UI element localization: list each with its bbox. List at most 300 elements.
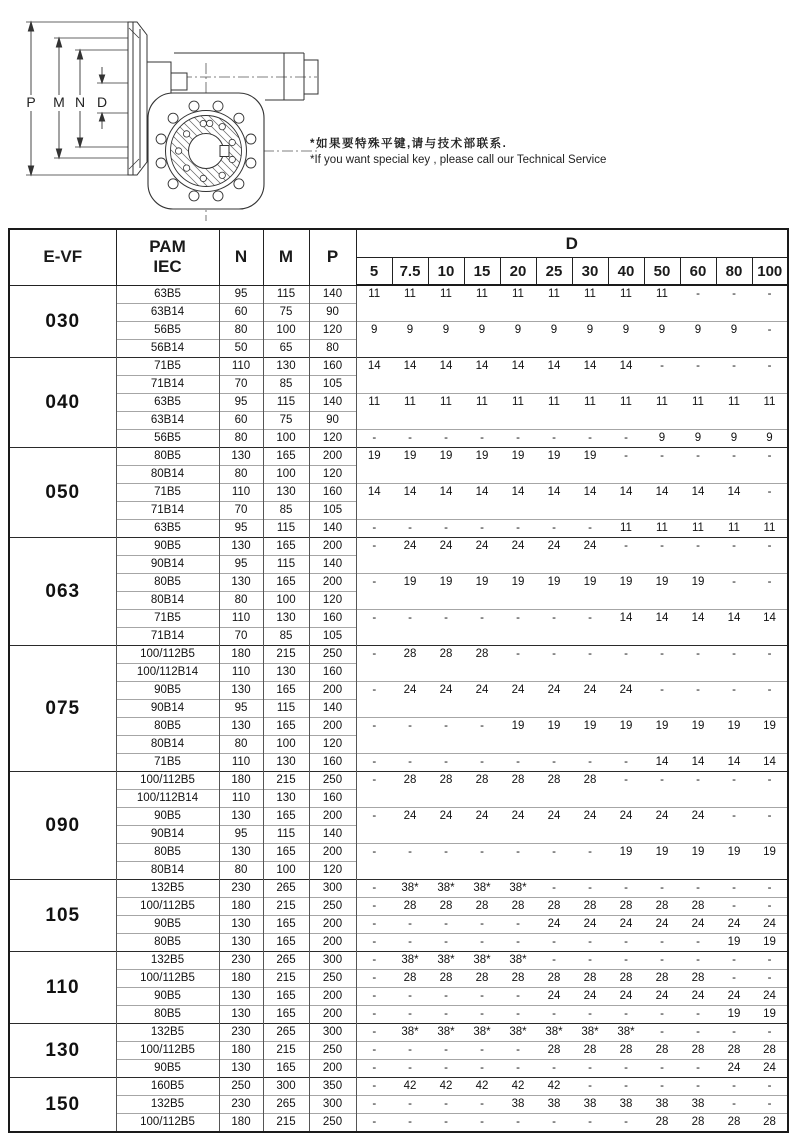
p-cell: 250	[309, 897, 356, 915]
table-row	[9, 951, 788, 969]
n-cell: 130	[219, 573, 263, 591]
d-value-cell: -	[716, 681, 752, 717]
d-value-cell: 11	[428, 393, 464, 429]
d-value-cell: 28	[500, 969, 536, 987]
d-value-cell: -	[500, 753, 536, 771]
d-value-cell: -	[680, 1023, 716, 1041]
d-value-cell: 28	[428, 645, 464, 681]
d-value-cell: 11	[464, 285, 500, 321]
d-value-cell: 28	[608, 969, 644, 987]
d-value-cell: -	[464, 519, 500, 537]
d-value-cell: 38*	[500, 879, 536, 897]
m-cell: 130	[263, 663, 309, 681]
n-cell: 50	[219, 339, 263, 357]
d-value-cell: -	[644, 1005, 680, 1023]
n-cell: 130	[219, 987, 263, 1005]
header-n: N	[219, 229, 263, 285]
m-cell: 215	[263, 1113, 309, 1132]
m-cell: 130	[263, 789, 309, 807]
header-d-100: 100	[752, 258, 788, 286]
d-value-cell: -	[464, 1041, 500, 1059]
p-cell: 200	[309, 987, 356, 1005]
iec-cell: 90B5	[116, 537, 219, 555]
d-value-cell: 11	[392, 285, 428, 321]
iec-cell: 80B5	[116, 1005, 219, 1023]
d-value-cell: -	[392, 1095, 428, 1113]
d-value-cell: -	[392, 933, 428, 951]
p-cell: 300	[309, 1023, 356, 1041]
d-value-cell: -	[752, 1077, 788, 1095]
p-cell: 105	[309, 375, 356, 393]
d-value-cell: -	[428, 519, 464, 537]
p-cell: 120	[309, 429, 356, 447]
d-value-cell: 38	[572, 1095, 608, 1113]
d-value-cell: 28	[464, 645, 500, 681]
p-cell: 200	[309, 933, 356, 951]
p-cell: 200	[309, 537, 356, 555]
p-cell: 200	[309, 915, 356, 933]
d-value-cell: -	[716, 807, 752, 843]
d-value-cell: -	[716, 879, 752, 897]
d-value-cell: 24	[392, 807, 428, 843]
d-value-cell: -	[500, 1005, 536, 1023]
d-value-cell: -	[392, 987, 428, 1005]
top-section	[0, 0, 800, 228]
d-value-cell: 14	[572, 357, 608, 393]
d-value-cell: 24	[500, 537, 536, 573]
d-value-cell: 19	[752, 933, 788, 951]
p-cell: 90	[309, 303, 356, 321]
d-value-cell: 11	[608, 393, 644, 429]
d-value-cell: 28	[572, 897, 608, 915]
p-cell: 90	[309, 411, 356, 429]
d-value-cell: 11	[752, 393, 788, 429]
header-pam: PAM	[149, 236, 186, 256]
d-value-cell: -	[752, 447, 788, 483]
d-value-cell: -	[752, 285, 788, 321]
table-row	[9, 393, 788, 411]
d-value-cell: 11	[644, 393, 680, 429]
m-cell: 165	[263, 987, 309, 1005]
size-label: 090	[9, 771, 116, 879]
d-value-cell: 19	[392, 447, 428, 483]
d-value-cell: 14	[428, 483, 464, 519]
d-value-cell: 24	[500, 681, 536, 717]
iec-cell: 71B5	[116, 753, 219, 771]
d-value-cell: -	[356, 807, 392, 843]
d-value-cell: 38*	[428, 1023, 464, 1041]
p-cell: 160	[309, 789, 356, 807]
header-d-80: 80	[716, 258, 752, 286]
d-value-cell: -	[428, 1005, 464, 1023]
d-value-cell: -	[500, 933, 536, 951]
table-row	[9, 897, 788, 915]
d-value-cell: -	[428, 933, 464, 951]
m-cell: 165	[263, 1059, 309, 1077]
p-cell: 120	[309, 591, 356, 609]
d-value-cell: -	[608, 951, 644, 969]
m-cell: 115	[263, 519, 309, 537]
d-value-cell: 11	[428, 285, 464, 321]
p-cell: 105	[309, 501, 356, 519]
p-cell: 160	[309, 609, 356, 627]
iec-cell: 71B5	[116, 483, 219, 501]
n-cell: 230	[219, 879, 263, 897]
d-value-cell: 11	[572, 393, 608, 429]
d-value-cell: 11	[608, 285, 644, 321]
p-cell: 300	[309, 951, 356, 969]
d-value-cell: 14	[392, 483, 428, 519]
p-cell: 200	[309, 447, 356, 465]
d-value-cell: -	[428, 1113, 464, 1132]
dimension-table	[8, 228, 789, 1133]
d-value-cell: -	[428, 1059, 464, 1077]
m-cell: 100	[263, 735, 309, 753]
d-value-cell: -	[356, 771, 392, 807]
d-value-cell: 14	[644, 609, 680, 645]
n-cell: 80	[219, 465, 263, 483]
m-cell: 85	[263, 375, 309, 393]
n-cell: 130	[219, 1005, 263, 1023]
iec-cell: 80B14	[116, 591, 219, 609]
d-value-cell: -	[716, 447, 752, 483]
d-value-cell: 42	[500, 1077, 536, 1095]
d-value-cell: -	[356, 897, 392, 915]
iec-cell: 80B5	[116, 573, 219, 591]
iec-cell: 90B5	[116, 1059, 219, 1077]
dim-label-d: D	[96, 94, 108, 110]
d-value-cell: -	[536, 429, 572, 447]
d-value-cell: 11	[680, 519, 716, 537]
d-value-cell: -	[644, 447, 680, 483]
d-value-cell: 24	[716, 915, 752, 933]
header-p: P	[309, 229, 356, 285]
table-row	[9, 987, 788, 1005]
n-cell: 80	[219, 429, 263, 447]
d-value-cell: 19	[608, 717, 644, 753]
iec-cell: 132B5	[116, 951, 219, 969]
d-value-cell: 24	[644, 915, 680, 933]
d-value-cell: 38*	[500, 951, 536, 969]
d-value-cell: 19	[428, 573, 464, 609]
iec-cell: 63B14	[116, 303, 219, 321]
p-cell: 300	[309, 1095, 356, 1113]
iec-cell: 160B5	[116, 1077, 219, 1095]
table-row	[9, 1095, 788, 1113]
table-row	[9, 753, 788, 771]
m-cell: 165	[263, 807, 309, 825]
d-value-cell: 19	[716, 933, 752, 951]
d-value-cell: 19	[644, 843, 680, 879]
d-value-cell: -	[500, 645, 536, 681]
d-value-cell: 19	[572, 717, 608, 753]
d-value-cell: 28	[680, 1113, 716, 1132]
d-value-cell: -	[536, 951, 572, 969]
d-value-cell: 11	[464, 393, 500, 429]
d-value-cell: -	[464, 1059, 500, 1077]
iec-cell: 80B14	[116, 861, 219, 879]
d-value-cell: -	[716, 1077, 752, 1095]
p-cell: 140	[309, 699, 356, 717]
d-value-cell: 28	[644, 1113, 680, 1132]
m-cell: 115	[263, 393, 309, 411]
special-key-note	[310, 136, 606, 168]
d-value-cell: 38*	[392, 879, 428, 897]
d-value-cell: 11	[536, 393, 572, 429]
d-value-cell: -	[464, 717, 500, 753]
d-value-cell: 38*	[572, 1023, 608, 1041]
d-value-cell: 28	[644, 897, 680, 915]
d-value-cell: 42	[428, 1077, 464, 1095]
d-value-cell: 28	[572, 1041, 608, 1059]
n-cell: 180	[219, 1041, 263, 1059]
d-value-cell: -	[356, 1059, 392, 1077]
d-value-cell: 24	[536, 915, 572, 933]
d-value-cell: -	[752, 1023, 788, 1041]
d-value-cell: 14	[356, 357, 392, 393]
d-value-cell: -	[392, 519, 428, 537]
d-value-cell: 24	[392, 681, 428, 717]
d-value-cell: -	[536, 1005, 572, 1023]
d-value-cell: -	[716, 771, 752, 807]
d-value-cell: -	[644, 1023, 680, 1041]
m-cell: 100	[263, 465, 309, 483]
size-label: 110	[9, 951, 116, 1023]
d-value-cell: 38	[536, 1095, 572, 1113]
table-row	[9, 357, 788, 375]
d-value-cell: 9	[500, 321, 536, 357]
iec-cell: 100/112B5	[116, 969, 219, 987]
d-value-cell: 14	[716, 609, 752, 645]
d-value-cell: -	[716, 573, 752, 609]
table-row	[9, 1059, 788, 1077]
size-label: 063	[9, 537, 116, 645]
d-value-cell: 14	[608, 357, 644, 393]
d-value-cell: 28	[392, 771, 428, 807]
d-value-cell: -	[608, 447, 644, 483]
iec-cell: 80B5	[116, 447, 219, 465]
n-cell: 95	[219, 393, 263, 411]
d-value-cell: -	[716, 645, 752, 681]
iec-cell: 80B5	[116, 843, 219, 861]
header-d-7.5: 7.5	[392, 258, 428, 286]
d-value-cell: -	[356, 969, 392, 987]
n-cell: 110	[219, 483, 263, 501]
m-cell: 130	[263, 357, 309, 375]
m-cell: 215	[263, 771, 309, 789]
d-value-cell: -	[644, 1077, 680, 1095]
d-value-cell: 24	[572, 807, 608, 843]
header-evf: E-VF	[9, 229, 116, 285]
d-value-cell: 24	[716, 987, 752, 1005]
m-cell: 130	[263, 609, 309, 627]
d-value-cell: 11	[572, 285, 608, 321]
d-value-cell: -	[356, 1023, 392, 1041]
d-value-cell: -	[428, 987, 464, 1005]
d-value-cell: 14	[428, 357, 464, 393]
table-row	[9, 645, 788, 663]
d-value-cell: 24	[464, 807, 500, 843]
d-value-cell: 11	[752, 519, 788, 537]
d-value-cell: -	[464, 1113, 500, 1132]
d-value-cell: -	[428, 915, 464, 933]
d-value-cell: -	[572, 429, 608, 447]
d-value-cell: -	[644, 933, 680, 951]
d-value-cell: -	[464, 987, 500, 1005]
m-cell: 265	[263, 879, 309, 897]
d-value-cell: -	[464, 933, 500, 951]
iec-cell: 80B5	[116, 717, 219, 735]
d-value-cell: 28	[752, 1041, 788, 1059]
d-value-cell: 24	[680, 915, 716, 933]
d-value-cell: -	[428, 843, 464, 879]
d-value-cell: -	[464, 915, 500, 933]
d-value-cell: 14	[464, 357, 500, 393]
d-value-cell: 28	[716, 1041, 752, 1059]
iec-cell: 56B5	[116, 321, 219, 339]
d-value-cell: -	[500, 915, 536, 933]
n-cell: 95	[219, 555, 263, 573]
iec-cell: 63B5	[116, 285, 219, 303]
d-value-cell: -	[572, 843, 608, 879]
size-label: 130	[9, 1023, 116, 1077]
table-row	[9, 483, 788, 501]
d-value-cell: -	[392, 915, 428, 933]
p-cell: 120	[309, 321, 356, 339]
d-value-cell: -	[572, 1077, 608, 1095]
d-value-cell: 38*	[428, 879, 464, 897]
iec-cell: 100/112B5	[116, 897, 219, 915]
d-value-cell: -	[392, 1059, 428, 1077]
note-line-english: *If you want special key , please call our Technical Service	[310, 154, 607, 166]
d-value-cell: 28	[608, 1041, 644, 1059]
d-value-cell: 14	[500, 357, 536, 393]
d-value-cell: 19	[644, 717, 680, 753]
n-cell: 230	[219, 951, 263, 969]
m-cell: 65	[263, 339, 309, 357]
d-value-cell: -	[428, 1041, 464, 1059]
d-value-cell: -	[680, 1005, 716, 1023]
size-label: 030	[9, 285, 116, 357]
d-value-cell: -	[392, 429, 428, 447]
d-value-cell: 24	[752, 915, 788, 933]
d-value-cell: 24	[500, 807, 536, 843]
iec-cell: 90B5	[116, 807, 219, 825]
d-value-cell: -	[356, 1077, 392, 1095]
n-cell: 230	[219, 1023, 263, 1041]
p-cell: 350	[309, 1077, 356, 1095]
d-value-cell: -	[716, 1023, 752, 1041]
d-value-cell: -	[428, 1095, 464, 1113]
d-value-cell: 14	[644, 483, 680, 519]
d-value-cell: 9	[716, 321, 752, 357]
d-value-cell: 24	[428, 681, 464, 717]
d-value-cell: -	[500, 843, 536, 879]
d-value-cell: -	[752, 321, 788, 357]
d-value-cell: 38*	[536, 1023, 572, 1041]
d-value-cell: 19	[608, 573, 644, 609]
dim-label-n: N	[74, 94, 86, 110]
header-pam-iec	[116, 229, 219, 285]
d-value-cell: 24	[536, 537, 572, 573]
m-cell: 100	[263, 591, 309, 609]
m-cell: 100	[263, 861, 309, 879]
table-row	[9, 609, 788, 627]
table-row	[9, 429, 788, 447]
d-value-cell: 14	[572, 483, 608, 519]
d-value-cell: 11	[608, 519, 644, 537]
table-body	[9, 285, 788, 1132]
d-value-cell: -	[680, 933, 716, 951]
iec-cell: 90B5	[116, 915, 219, 933]
d-value-cell: 19	[356, 447, 392, 483]
p-cell: 120	[309, 465, 356, 483]
p-cell: 80	[309, 339, 356, 357]
iec-cell: 80B14	[116, 735, 219, 753]
d-value-cell: 9	[680, 429, 716, 447]
d-value-cell: -	[680, 1077, 716, 1095]
p-cell: 200	[309, 1059, 356, 1077]
d-value-cell: -	[752, 645, 788, 681]
n-cell: 250	[219, 1077, 263, 1095]
header-d-60: 60	[680, 258, 716, 286]
d-value-cell: 24	[536, 681, 572, 717]
d-value-cell: 9	[356, 321, 392, 357]
d-value-cell: -	[392, 1113, 428, 1132]
table-row	[9, 447, 788, 465]
d-value-cell: -	[572, 609, 608, 645]
d-value-cell: -	[428, 753, 464, 771]
d-value-cell: -	[752, 681, 788, 717]
d-value-cell: 19	[752, 1005, 788, 1023]
d-value-cell: 28	[572, 771, 608, 807]
dimension-labels	[26, 94, 107, 110]
iec-cell: 71B14	[116, 627, 219, 645]
d-value-cell: -	[356, 987, 392, 1005]
d-value-cell: 9	[608, 321, 644, 357]
d-value-cell: -	[356, 537, 392, 573]
m-cell: 115	[263, 285, 309, 303]
d-value-cell: -	[392, 843, 428, 879]
d-value-cell: 19	[716, 843, 752, 879]
d-value-cell: -	[608, 933, 644, 951]
d-value-cell: 28	[644, 969, 680, 987]
p-cell: 160	[309, 663, 356, 681]
iec-cell: 71B5	[116, 357, 219, 375]
d-value-cell: -	[608, 429, 644, 447]
d-value-cell: 24	[608, 915, 644, 933]
d-value-cell: -	[680, 1059, 716, 1077]
d-value-cell: -	[572, 753, 608, 771]
iec-cell: 80B5	[116, 933, 219, 951]
d-value-cell: -	[572, 933, 608, 951]
n-cell: 70	[219, 375, 263, 393]
d-value-cell: -	[500, 609, 536, 645]
d-value-cell: -	[608, 537, 644, 573]
d-value-cell: 19	[752, 843, 788, 879]
p-cell: 140	[309, 825, 356, 843]
p-cell: 200	[309, 573, 356, 591]
d-value-cell: -	[536, 843, 572, 879]
m-cell: 115	[263, 555, 309, 573]
d-value-cell: -	[608, 879, 644, 897]
d-value-cell: 24	[644, 987, 680, 1005]
d-value-cell: 38	[644, 1095, 680, 1113]
table-row	[9, 1041, 788, 1059]
d-value-cell: 28	[536, 1041, 572, 1059]
d-value-cell: 19	[392, 573, 428, 609]
d-value-cell: 28	[608, 897, 644, 915]
